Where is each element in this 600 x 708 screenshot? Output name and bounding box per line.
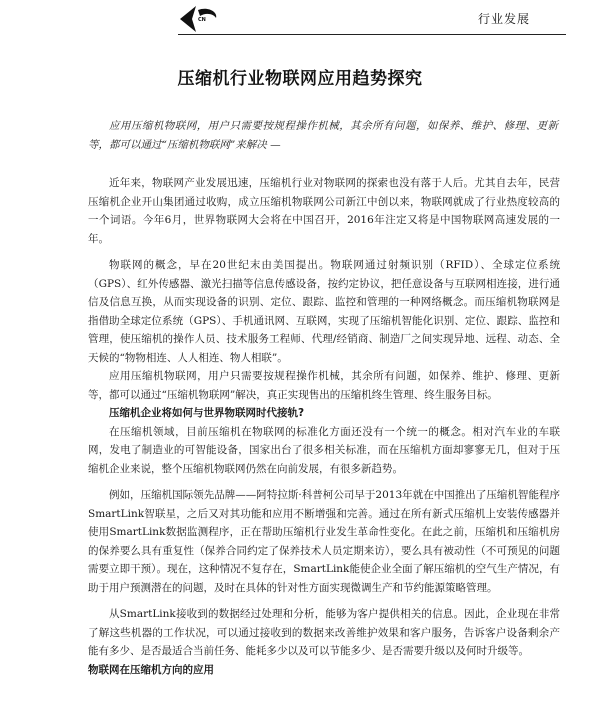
- header-divider: [178, 34, 566, 35]
- section-heading-2: 物联网在压缩机方向的应用: [88, 663, 214, 676]
- body-paragraph-1: 近年来，物联网产业发展迅速，压缩机行业对物联网的探索也没有落于人后。尤其自去年，民营压缩机企业开山集团通过收购，成立压缩机物联网公司新江中创以来，物联网就成了行业热度较高的一个词语。今年6月，世界物联网大会将在中国召开，2016年注定又将是中国物联网高速发展的一年。: [88, 177, 560, 245]
- body-paragraph-5: 例如，压缩机国际领先品牌——阿特拉斯·科普柯公司早于2013年就在中国推出了压缩机智能程序SmartLink智联星，之后又对其功能和应用不断增强和完善。通过在所有新式压缩机上安装传感器并使用SmartLink数据监测程序，正在帮助压缩机行业发生革命性变化。在此之前，压缩机和压缩机房的保养要么具有重复性（保养合同约定了保养技术人员定期来访），要么具有被动性（不可预见的问题需要立即干预）。现在，这种情况不复存在，SmartLink能使企业全面了解压缩机的空气生产情况，有助于用户预测潜在的问题，及时在具体的针对性方面实现微调生产和节约能源策略管理。: [88, 489, 560, 594]
- article-title: 压缩机行业物联网应用趋势探究: [177, 69, 423, 89]
- logo-text: CN: [198, 17, 206, 23]
- body-paragraph-4: 在压缩机领域，目前压缩机在物联网的标准化方面还没有一个统一的概念。相对汽车业的车联网，发电了制造业的可智能设备，国家出台了很多相关标准，而在压缩机方面却寥寥无几，但对于压缩机企业来说，整个压缩机物联网仍然在向前发展，有很多新趋势。: [88, 425, 560, 475]
- body-paragraph-3: 应用压缩机物联网，用户只需要按规程操作机械，其余所有问题，如保养、维护、修理、更新等，都可以通过“压缩机物联网”解决，真正实现售出的压缩机终生管理、终生服务目标。: [88, 370, 560, 401]
- article-abstract: 应用压缩机物联网，用户只需要按规程操作机械，其余所有问题，如保养、维护、修理、更新等，都可以通过“压缩机物联网”来解决 —: [88, 120, 558, 151]
- body-paragraph-6: 从SmartLink接收到的数据经过处理和分析，能够为客户提供相关的信息。因此，企业现在非常了解这些机器的工作状况，可以通过接收到的数据来改善维护效果和客户服务，告诉客户设备剩余产能有多少、是否最适合当前任务、能耗多少以及可以节能多少、是否需要升级以及何时升级等。: [88, 608, 560, 657]
- section-heading-1: 压缩机企业将如何与世界物联网时代接轨?: [109, 407, 305, 419]
- page-header: [0, 0, 600, 40]
- article-body: [88, 174, 560, 679]
- section-label: 行业发展: [478, 12, 531, 26]
- body-paragraph-2: 物联网的概念，早在20世纪末由美国提出。物联网通过射频识别（RFID）、全球定位系统（GPS）、红外传感器、激光扫描等信息传感设备，按约定协议，把任意设备与互联网相连接，进行通信及信息互换，从而实现设备的识别、定位、跟踪、监控和管理的一种网络概念。而压缩机物联网是指借助全球定位系统（GPS）、手机通讯网、互联网，实现了压缩机智能化识别、定位、跟踪、监控和管理，使压缩机的操作人员、技术服务工程师、代理/经销商、制造厂之间实现异地、远程、动态、全天候的“物物相连、人人相连、物人相联”。: [88, 259, 560, 364]
